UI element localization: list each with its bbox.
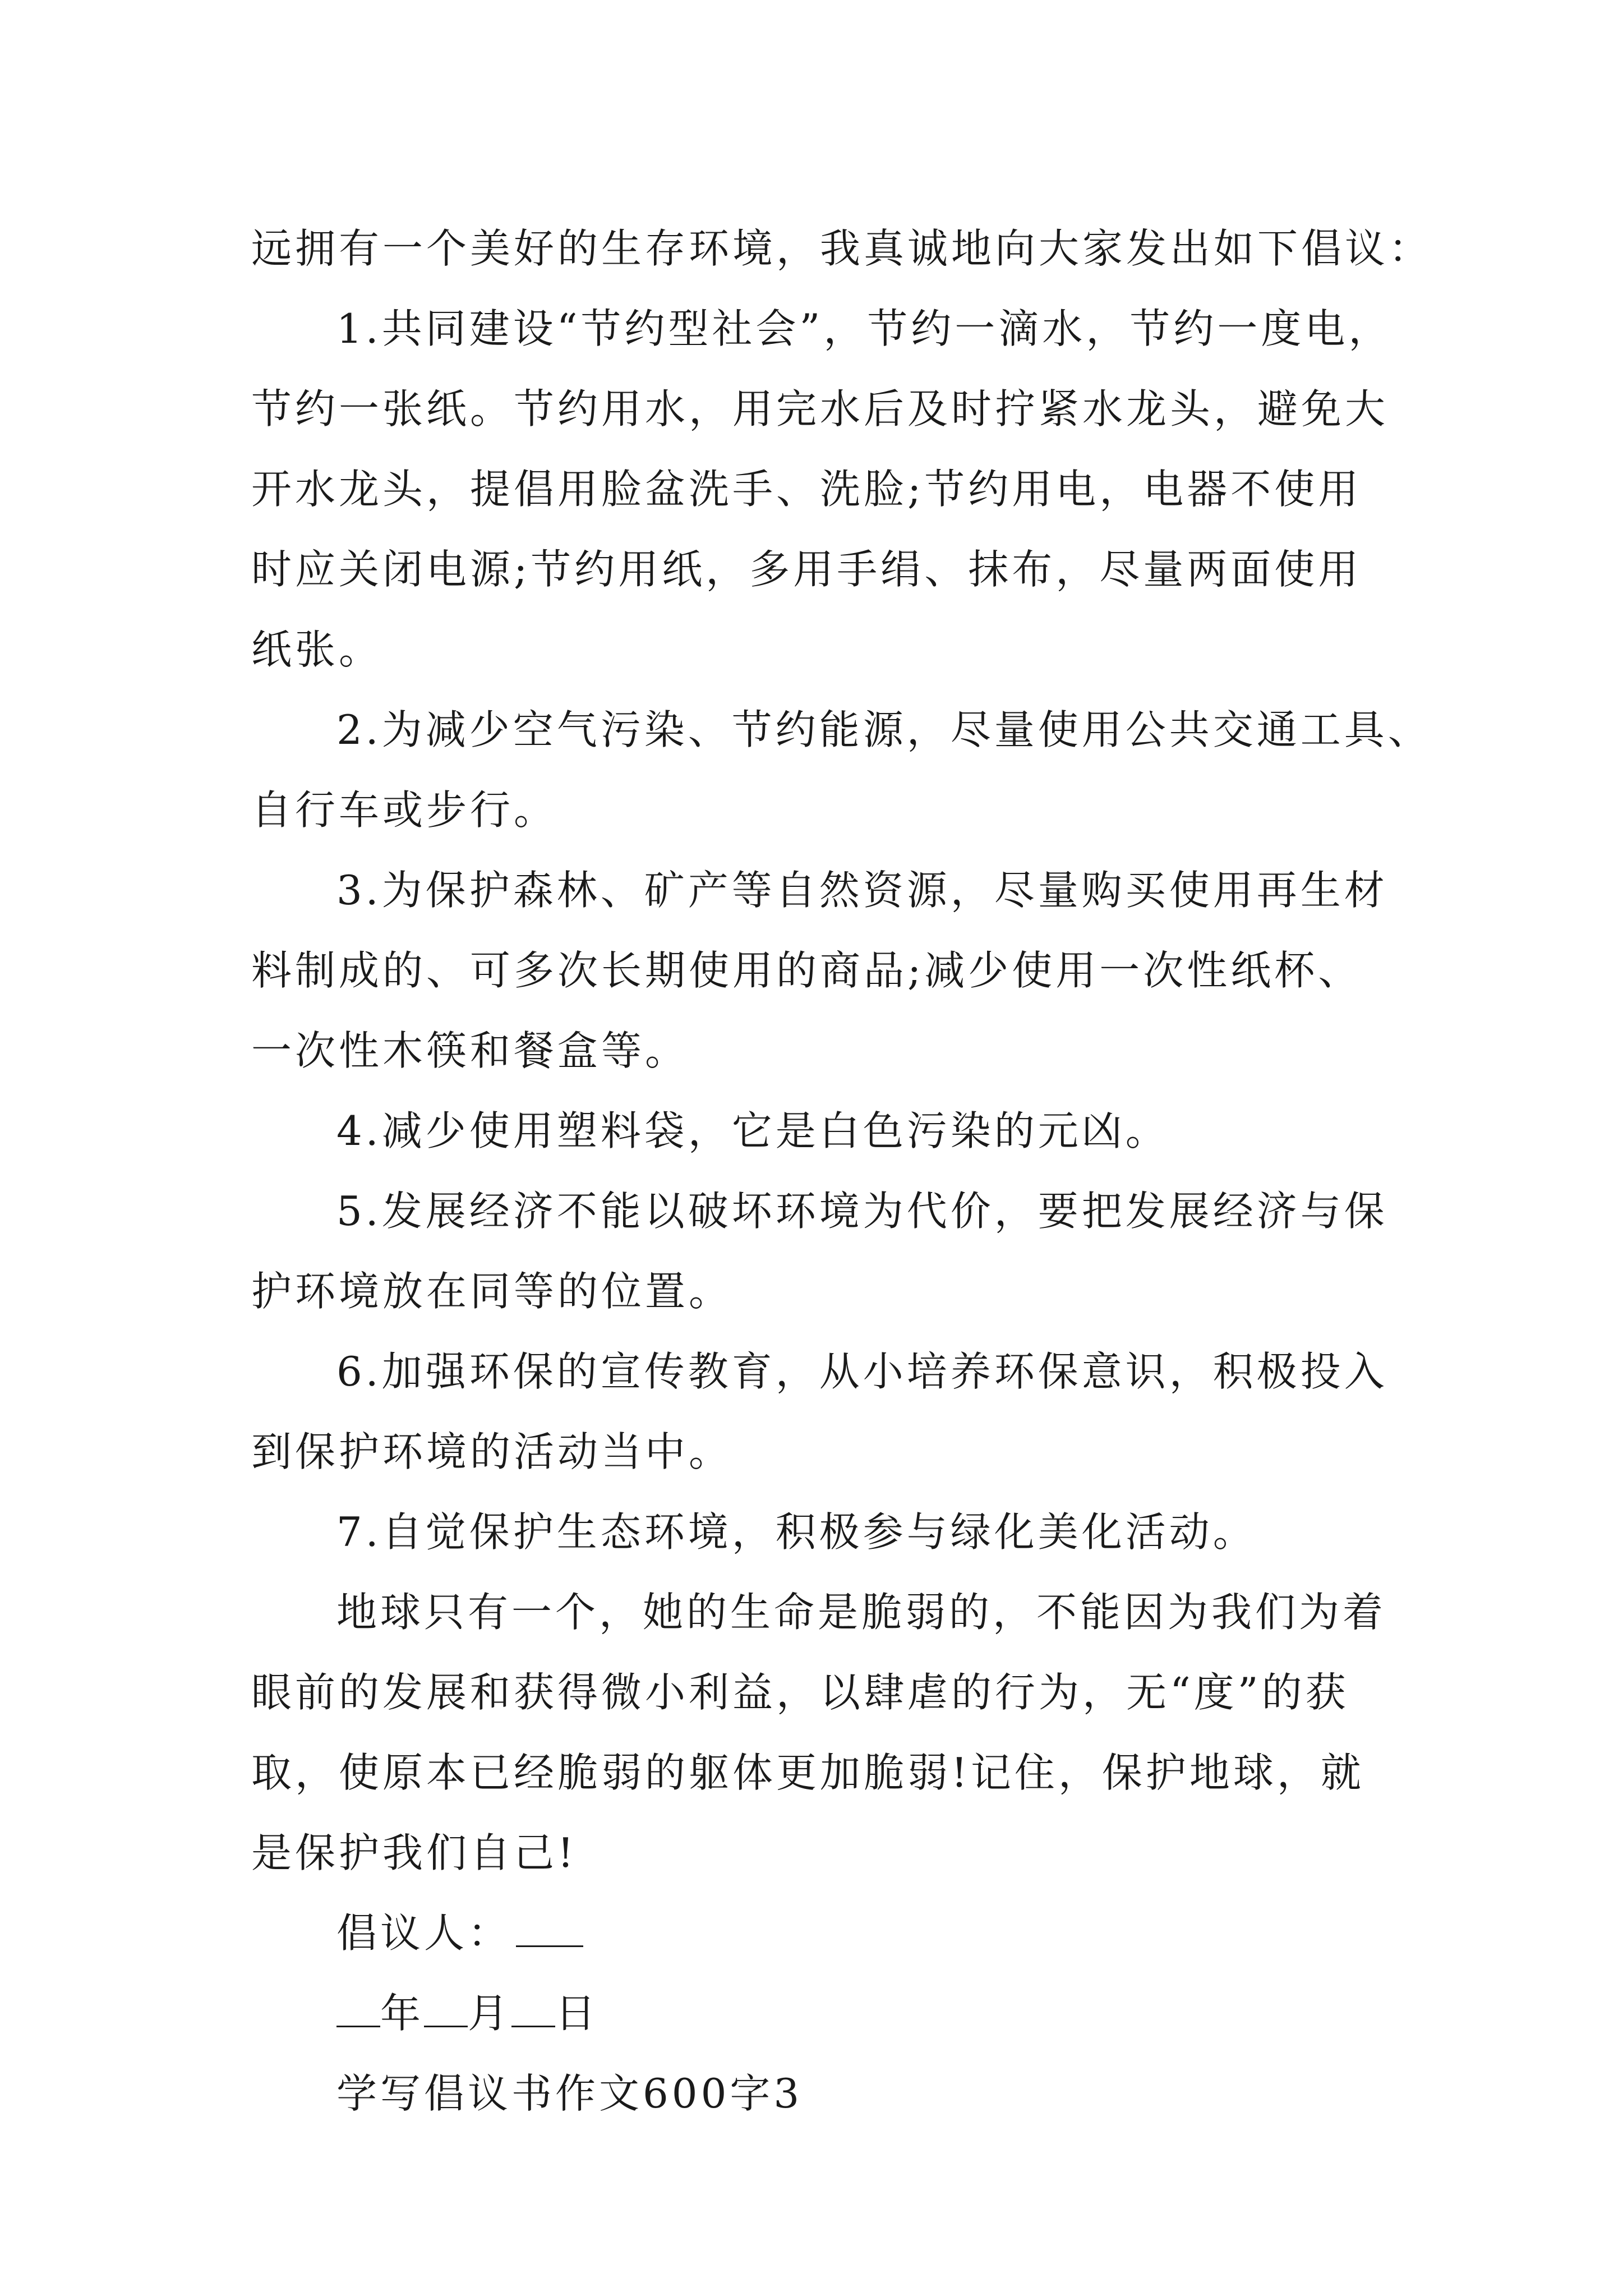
paragraph-line: 一次性木筷和餐盒等。 [251,1027,689,1074]
paragraph-line: 自行车或步行。 [251,786,558,834]
paragraph-line: 6.加强环保的宣传教育，从小培养环保意识，积极投入 [336,1348,1388,1395]
paragraph-line: 5.发展经济不能以破坏环境为代价，要把发展经济与保 [336,1188,1388,1235]
paragraph-line: 4.减少使用塑料袋，它是白色污染的元凶。 [336,1107,1169,1154]
paragraph-line: 纸张。 [251,626,383,673]
paragraph-line: 到保护环境的活动当中。 [251,1428,733,1475]
day-blank [511,1989,555,2027]
signature-label: 倡议人： [336,1910,512,1957]
date-line [251,1973,1390,2054]
paragraph-line: 护环境放在同等的位置。 [251,1268,733,1315]
year-blank [336,1989,380,2027]
paragraph-line: 1.共同建设“节约型社会”，节约一滴水，节约一度电， [336,305,1393,352]
paragraph-line: 眼前的发展和获得微小利益，以肆虐的行为，无“度”的获 [251,1669,1349,1716]
paragraph-line: 是保护我们自己! [251,1829,577,1876]
section-title: 学写倡议书作文600字3 [336,2070,803,2117]
paragraph-line: 开水龙头，提倡用脸盆洗手、洗脸;节约用电，电器不使用 [251,466,1362,513]
paragraph-line: 远拥有一个美好的生存环境，我真诚地向大家发出如下倡议： [251,225,1433,272]
date-year-label: 年 [380,1990,425,2037]
date-day-label: 日 [555,1990,600,2037]
paragraph-line: 节约一张纸。节约用水，用完水后及时拧紧水龙头，避免大 [251,385,1389,432]
signature-line [251,1893,1390,1973]
date-month-label: 月 [468,1990,512,2037]
signature-blank [516,1908,583,1947]
paragraph-line: 2.为减少空气污染、节约能源，尽量使用公共交通工具、 [336,706,1432,753]
paragraph-line: 料制成的、可多次长期使用的商品;减少使用一次性纸杯、 [251,947,1362,994]
paragraph-line: 时应关闭电源;节约用纸，多用手绢、抹布，尽量两面使用 [251,546,1362,593]
document-body [251,209,1433,2134]
paragraph-line: 3.为保护森林、矿产等自然资源，尽量购买使用再生材 [336,867,1388,914]
month-blank [424,1989,468,2027]
paragraph-line: 取，使原本已经脆弱的躯体更加脆弱!记住，保护地球，就 [251,1749,1364,1796]
paragraph-line: 7.自觉保护生态环境，积极参与绿化美化活动。 [336,1508,1257,1556]
paragraph-line: 地球只有一个，她的生命是脆弱的，不能因为我们为着 [336,1589,1387,1636]
